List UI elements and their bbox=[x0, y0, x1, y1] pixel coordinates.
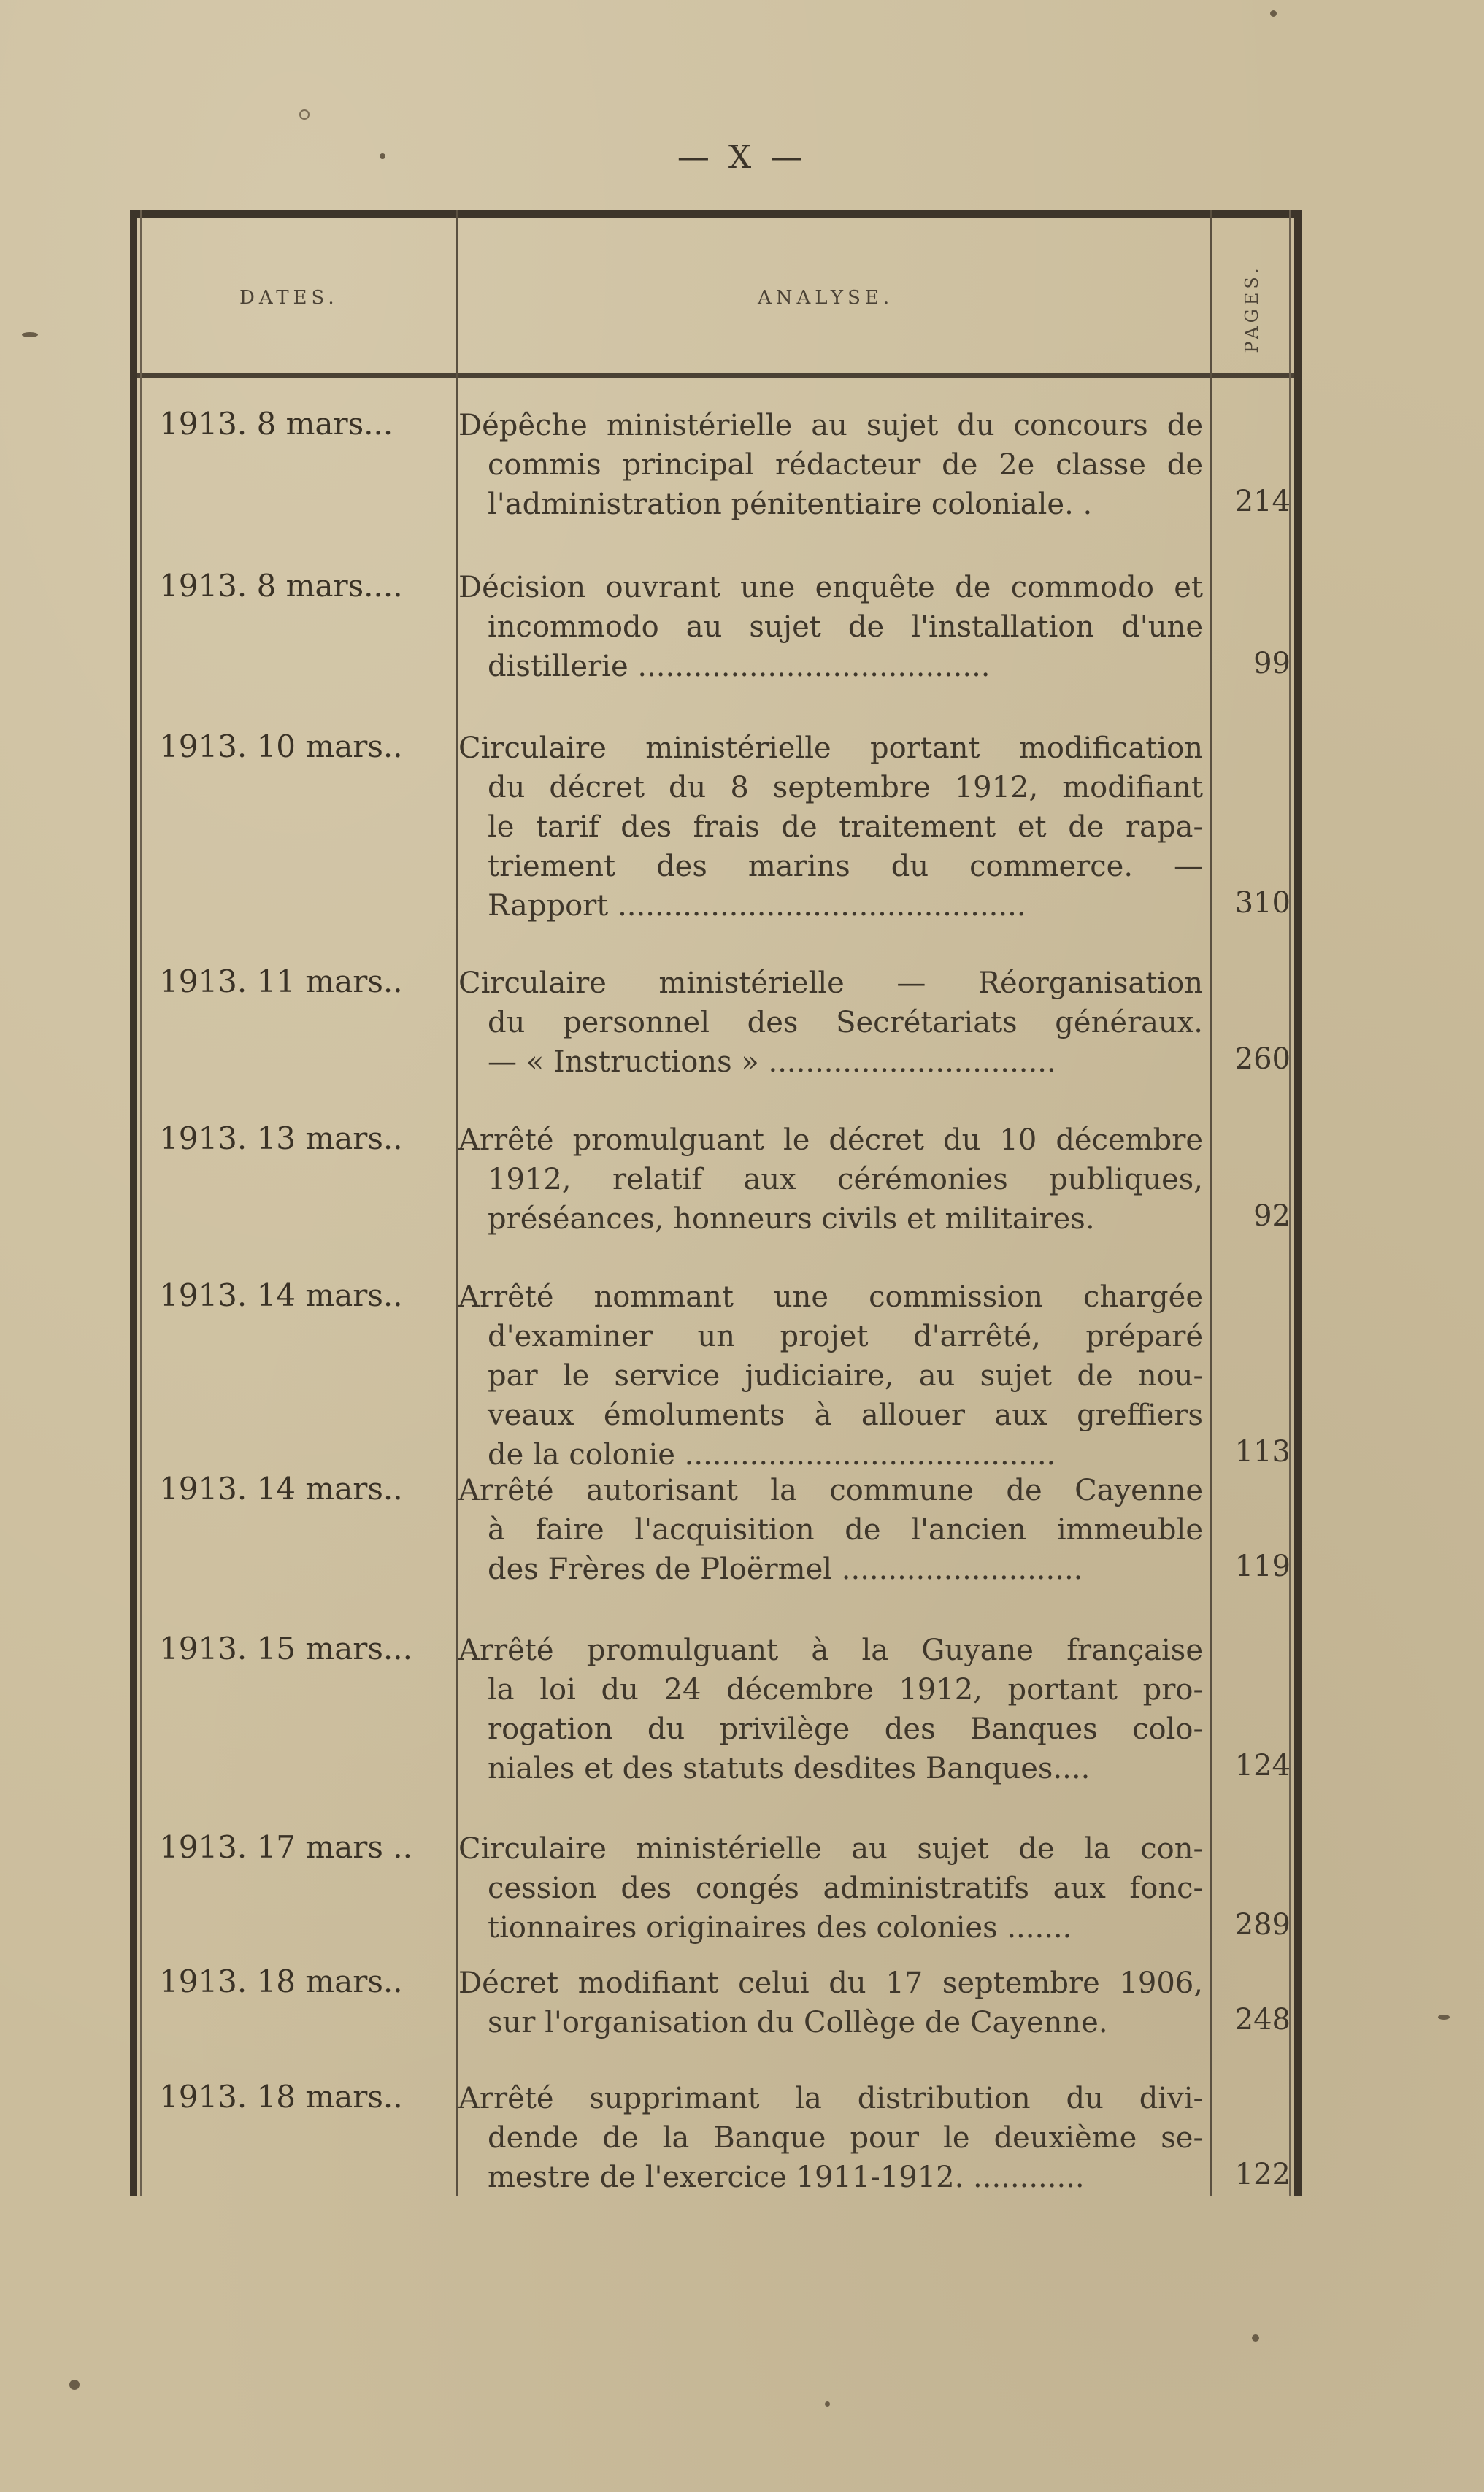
paper-speck bbox=[1270, 10, 1277, 17]
entry-analyse bbox=[458, 1120, 1203, 1239]
paper-speck bbox=[1438, 2015, 1450, 2020]
analyse-line: dende de la Banque pour le deuxième se- bbox=[488, 2121, 1203, 2155]
analyse-line: Dépêche ministérielle au sujet du concours de bbox=[458, 409, 1203, 442]
column-divider-pages bbox=[1210, 210, 1212, 2196]
table-top-rule bbox=[130, 210, 1302, 218]
entry-analyse bbox=[458, 568, 1203, 686]
paper-speck bbox=[299, 109, 310, 120]
entry-analyse bbox=[458, 406, 1203, 524]
analyse-line: distillerie ...................................... bbox=[488, 650, 991, 683]
entry-page: 310 bbox=[1234, 886, 1291, 920]
entry-date: 1913. 8 mars.... bbox=[159, 568, 403, 604]
header-pages bbox=[1223, 254, 1281, 364]
entry-date: 1913. 15 mars... bbox=[159, 1631, 412, 1666]
header-analyse: ANALYSE. bbox=[758, 287, 894, 309]
analyse-line: du décret du 8 septembre 1912, modifiant bbox=[488, 771, 1203, 804]
entry-analyse bbox=[458, 2079, 1203, 2197]
analyse-line: rogation du privilège des Banques colo- bbox=[488, 1712, 1203, 1746]
entry-analyse bbox=[458, 1631, 1203, 1788]
entry-page: 289 bbox=[1234, 1908, 1291, 1942]
analyse-line: Rapport ............................................ bbox=[488, 889, 1026, 923]
analyse-line: Arrêté autorisant la commune de Cayenne bbox=[458, 1474, 1203, 1507]
entry-analyse bbox=[458, 1964, 1203, 2042]
page-folio: — X — bbox=[677, 139, 807, 176]
paper-speck bbox=[1252, 2334, 1259, 2342]
header-dates: DATES. bbox=[239, 287, 339, 309]
analyse-line: tionnaires originaires des colonies ....... bbox=[488, 1911, 1072, 1945]
entry-page: 92 bbox=[1253, 1199, 1291, 1233]
entry-date: 1913. 11 mars.. bbox=[159, 964, 403, 999]
analyse-line: d'examiner un projet d'arrêté, préparé bbox=[488, 1320, 1203, 1353]
entry-analyse bbox=[458, 964, 1203, 1082]
analyse-line: Arrêté promulguant à la Guyane française bbox=[458, 1634, 1203, 1667]
table-left-border bbox=[130, 210, 137, 2196]
analyse-line: Circulaire ministérielle portant modification bbox=[458, 731, 1203, 765]
analyse-line: niales et des statuts desdites Banques.... bbox=[488, 1752, 1091, 1785]
paper-speck bbox=[69, 2380, 80, 2390]
analyse-line: Décision ouvrant une enquête de commodo et bbox=[458, 571, 1203, 604]
analyse-line: cession des congés administratifs aux fonc- bbox=[488, 1872, 1203, 1905]
analyse-line: triement des marins du commerce. — bbox=[488, 850, 1203, 883]
analyse-line: par le service judiciaire, au sujet de nou- bbox=[488, 1359, 1203, 1393]
entry-date: 1913. 13 mars.. bbox=[159, 1120, 403, 1156]
entry-page: 124 bbox=[1234, 1749, 1291, 1783]
entry-page: 122 bbox=[1234, 2158, 1291, 2191]
entry-date: 1913. 17 mars .. bbox=[159, 1829, 412, 1865]
analyse-line: Arrêté nommant une commission chargée bbox=[458, 1280, 1203, 1314]
entry-page: 260 bbox=[1234, 1042, 1291, 1076]
header-pages-label: PAGES. bbox=[1242, 264, 1262, 353]
analyse-line: Arrêté promulguant le décret du 10 décembre bbox=[458, 1123, 1203, 1157]
analyse-line: la loi du 24 décembre 1912, portant pro- bbox=[488, 1673, 1203, 1707]
analyse-line: incommodo au sujet de l'installation d'une bbox=[488, 610, 1203, 644]
entry-page: 248 bbox=[1234, 2003, 1291, 2037]
paper-speck bbox=[380, 153, 385, 159]
analyse-line: le tarif des frais de traitement et de rapa- bbox=[488, 810, 1203, 844]
analyse-line: du personnel des Secrétariats généraux. bbox=[488, 1006, 1203, 1039]
analyse-line: Circulaire ministérielle — Réorganisation bbox=[458, 966, 1203, 1000]
entry-page: 99 bbox=[1253, 647, 1291, 680]
entry-page: 119 bbox=[1234, 1550, 1291, 1583]
analyse-line: sur l'organisation du Collège de Cayenne. bbox=[488, 2006, 1108, 2039]
entry-date: 1913. 18 mars.. bbox=[159, 1964, 403, 1999]
analyse-line: de la colonie ........................................ bbox=[488, 1438, 1056, 1472]
entry-page: 214 bbox=[1234, 485, 1291, 518]
entry-date: 1913. 14 mars.. bbox=[159, 1471, 403, 1507]
table-right-border bbox=[1294, 210, 1302, 2196]
analyse-line: l'administration pénitentiaire coloniale. . bbox=[488, 488, 1093, 521]
paper-speck bbox=[825, 2401, 830, 2407]
analyse-line: commis principal rédacteur de 2e classe de bbox=[488, 448, 1203, 482]
entry-date: 1913. 14 mars.. bbox=[159, 1277, 403, 1313]
table-left-inner-border bbox=[140, 210, 142, 2196]
analyse-line: — « Instructions » ............................... bbox=[488, 1045, 1056, 1079]
entry-page: 113 bbox=[1234, 1435, 1291, 1469]
analyse-line: préséances, honneurs civils et militaires. bbox=[488, 1202, 1095, 1236]
entry-date: 1913. 18 mars.. bbox=[159, 2079, 403, 2115]
analyse-line: des Frères de Ploërmel .......................... bbox=[488, 1553, 1083, 1586]
paper-speck bbox=[22, 332, 38, 337]
entry-analyse bbox=[458, 1471, 1203, 1589]
entry-date: 1913. 8 mars... bbox=[159, 406, 393, 442]
analyse-line: à faire l'acquisition de l'ancien immeuble bbox=[488, 1513, 1203, 1547]
entry-date: 1913. 10 mars.. bbox=[159, 728, 403, 764]
analyse-line: 1912, relatif aux cérémonies publiques, bbox=[488, 1163, 1203, 1196]
analyse-line: Circulaire ministérielle au sujet de la con- bbox=[458, 1832, 1203, 1866]
entry-analyse bbox=[458, 728, 1203, 926]
analyse-line: Arrêté supprimant la distribution du divi- bbox=[458, 2082, 1203, 2115]
analyse-line: mestre de l'exercice 1911-1912. ............ bbox=[488, 2161, 1085, 2194]
header-rule bbox=[130, 373, 1302, 378]
analyse-line: Décret modifiant celui du 17 septembre 1906, bbox=[458, 1966, 1203, 2000]
entry-analyse bbox=[458, 1829, 1203, 1947]
index-table bbox=[130, 210, 1302, 2196]
entry-analyse bbox=[458, 1277, 1203, 1474]
analyse-line: veaux émoluments à allouer aux greffiers bbox=[488, 1399, 1203, 1432]
